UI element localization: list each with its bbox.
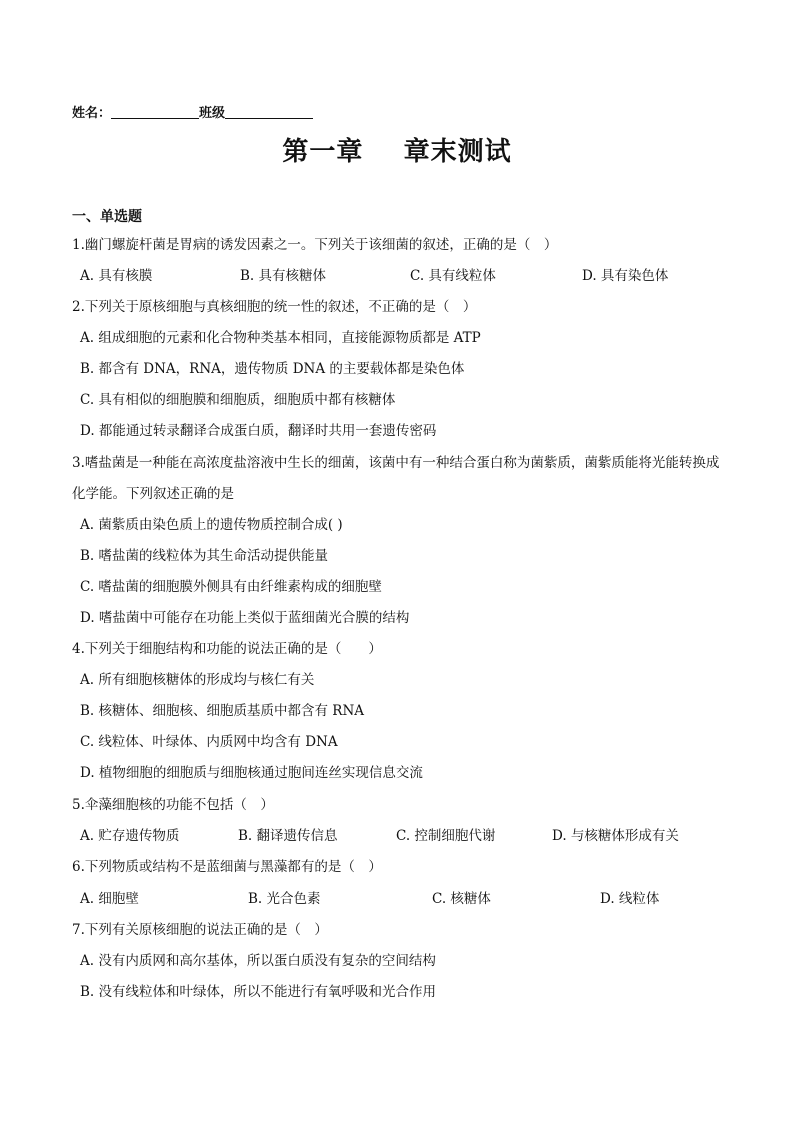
question-1-stem: 1.幽门螺旋杆菌是胃病的诱发因素之一。下列关于该细菌的叙述，正确的是（ ） — [72, 237, 558, 253]
question-3-option-b: B. 嗜盐菌的线粒体为其生命活动提供能量 — [80, 548, 329, 564]
question-4-option-c: C. 线粒体、叶绿体、内质网中均含有 DNA — [80, 734, 338, 750]
question-7-stem: 7.下列有关原核细胞的说法正确的是（ ） — [72, 922, 328, 938]
question-1-option-b: B. 具有核糖体 — [240, 268, 327, 284]
question-5-option-a: A. 贮存遗传物质 — [80, 828, 180, 844]
class-blank — [225, 104, 313, 119]
question-6-option-c: C. 核糖体 — [432, 891, 491, 907]
question-3-stem: 3.嗜盐菌是一种能在高浓度盐溶液中生长的细菌，该菌中有一种结合蛋白称为菌紫质，菌紫质能将光能转换成化学能。下列叙述正确的是 — [72, 455, 720, 502]
question-2-stem: 2.下列关于原核细胞与真核细胞的统一性的叙述，不正确的是（ ） — [72, 299, 477, 315]
class-label: 班级 — [199, 106, 226, 121]
question-7-option-b: B. 没有线粒体和叶绿体，所以不能进行有氧呼吸和光合作用 — [80, 984, 437, 1000]
question-5-options — [80, 821, 720, 852]
name-label: 姓名： — [72, 106, 112, 121]
question-1-option-c: C. 具有线粒体 — [410, 268, 496, 284]
question-4-stem: 4.下列关于细胞结构和功能的说法正确的是（ ） — [72, 641, 382, 657]
question-3-option-a: A. 菌紫质由染色质上的遗传物质控制合成( ) — [80, 517, 343, 533]
question-5-option-d: D. 与核糖体形成有关 — [552, 828, 679, 844]
question-2-option-a: A. 组成细胞的元素和化合物种类基本相同，直接能源物质都是 ATP — [80, 330, 481, 346]
question-1-options — [80, 261, 720, 292]
question-2-option-c: C. 具有相似的细胞膜和细胞质，细胞质中都有核糖体 — [80, 392, 396, 408]
question-2-option-b: B. 都含有 DNA，RNA，遗传物质 DNA 的主要载体都是染色体 — [80, 361, 465, 377]
question-5-stem: 5.伞藻细胞核的功能不包括（ ） — [72, 797, 274, 813]
question-6-stem: 6.下列物质或结构不是蓝细菌与黑藻都有的是（ ） — [72, 859, 382, 875]
question-6-options — [80, 884, 720, 915]
question-3-option-d: D. 嗜盐菌中可能存在功能上类似于蓝细菌光合膜的结构 — [80, 610, 410, 626]
question-7-option-a: A. 没有内质网和高尔基体，所以蛋白质没有复杂的空间结构 — [80, 953, 436, 969]
section-heading: 一、单选题 — [72, 209, 142, 225]
question-5-option-b: B. 翻译遗传信息 — [238, 828, 338, 844]
question-1-option-d: D. 具有染色体 — [582, 268, 669, 284]
page-title: 第一章 章末测试 — [282, 137, 512, 167]
question-4-option-d: D. 植物细胞的细胞质与细胞核通过胞间连丝实现信息交流 — [80, 765, 423, 781]
name-blank — [111, 104, 199, 119]
question-4-option-a: A. 所有细胞核糖体的形成均与核仁有关 — [80, 672, 315, 688]
question-1-option-a: A. 具有核膜 — [80, 268, 153, 284]
question-6-option-a: A. 细胞壁 — [80, 891, 139, 907]
student-info-line — [72, 102, 313, 121]
question-4-option-b: B. 核糖体、细胞核、细胞质基质中都含有 RNA — [80, 703, 365, 719]
question-3-option-c: C. 嗜盐菌的细胞膜外侧具有由纤维素构成的细胞壁 — [80, 579, 382, 595]
question-6-option-b: B. 光合色素 — [248, 891, 321, 907]
question-6-option-d: D. 线粒体 — [600, 891, 660, 907]
question-5-option-c: C. 控制细胞代谢 — [396, 828, 496, 844]
question-2-option-d: D. 都能通过转录翻译合成蛋白质，翻译时共用一套遗传密码 — [80, 423, 437, 439]
